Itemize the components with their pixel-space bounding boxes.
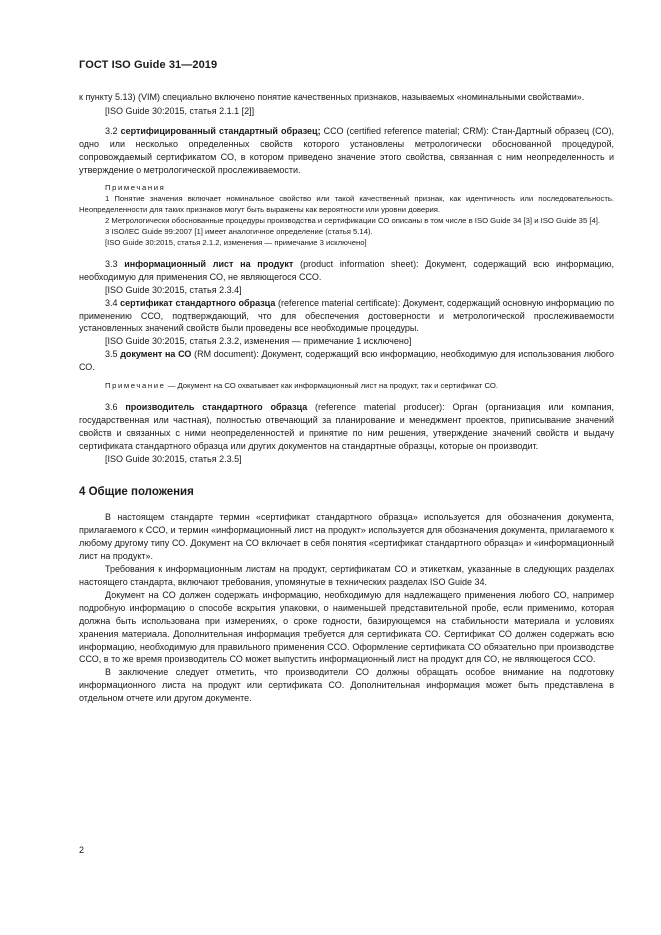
- reference: [ISO Guide 30:2015, статья 2.1.1 [2]]: [105, 105, 255, 116]
- term-3-6: 3.6 производитель стандартного образца (reference material producer): Орган (организация или компания, государственная или частная), полностью отвечающий за планирование и менеджмент проектов, приписывание значений свойств и связанных с ними неопределенностей и принятие по ним решения, утверждение значений свойств и выдачу сертификата стандартного образца или других документов на стандартные образцы, которые он производит.: [79, 401, 614, 451]
- reference: [ISO Guide 30:2015, статья 2.3.5]: [105, 453, 242, 464]
- term-3-3: 3.3 информационный лист на продукт (product information sheet): Документ, содержащий всю информацию, необходимую для применения СО, не являющегося ССО.: [79, 258, 614, 282]
- notes-heading: Примечания: [105, 183, 166, 193]
- section-4-title: 4 Общие положения: [79, 486, 194, 499]
- section-4-para-2: Требования к информационным листам на продукт, сертификатам СО и этикеткам, указанные в следующих разделах настоящего стандарта, включают требования, упомянутые в технических разделах ISO Guide 34.: [79, 564, 614, 587]
- reference: [ISO Guide 30:2015, статья 2.3.4]: [105, 284, 242, 295]
- section-4-para-3: Документ на СО должен содержать информацию, необходимую для надлежащего применения любого СО, например подробную информацию о способе вскрытия упаковки, о наименьшей представительной пробе, если применимо, которая должна быть использована при измерениях, о сроке годности, базирующемся на стабильности материала и условиях хранения материала. Дополнительная информация требуется для сертификата СО. Сертификат СО должен содержать всю информацию, необходимую для правильного применения ССО. Оформление сертификата СО обязательно при производстве ССО, в то же время производитель СО может выпустить информационный лист на продукт для СО, не являющегося ССО.: [79, 589, 614, 665]
- page-number: 2: [79, 845, 85, 855]
- continuation-text: к пункту 5.13) (VIM) специально включено понятие качественных признаков, называемых «номинальными свойствами».: [79, 92, 585, 102]
- note: Примечание — Документ на СО охватывает как информационный лист на продукт, так и сертификат СО.: [105, 381, 498, 391]
- section-4-para-1: В настоящем стандарте термин «сертификат стандартного образца» используется для обозначения документа, прилагаемого к ССО, и термин «информационный лист на продукт» используется для обозначения документа, прилагаемого к любому другому типу СО. Документ на СО включает в себя понятия «сертификат стандартного образца» и «информационный лист на продукт».: [79, 512, 614, 562]
- section-4-para-4: В заключение следует отметить, что производители СО должны обращать особое внимание на подготовку информационного листа на продукт или сертификата СО. Дополнительная информация может быть представлена в отдельном отчете или другом документе.: [79, 667, 614, 704]
- document-header: ГОСТ ISO Guide 31—2019: [79, 59, 218, 71]
- term-title: информационный лист на продукт: [124, 258, 294, 269]
- note-2: 2 Метрологически обоснованные процедуры производства и сертификации СО описаны в том числе в ISO Guide 34 [3] и ISO Guide 35 [4].: [105, 216, 601, 226]
- reference: [ISO Guide 30:2015, статья 2.1.2, изменения — примечание 3 исключено]: [105, 237, 367, 247]
- term-3-2: 3.2 сертифицированный стандартный образец; ССО (certified reference material; CRM): Стан-Дартный образец (СО), одно или несколько определенных свойств которого установлены метрологически обоснованной процедурой, сопровождаемый сертификатом СО, в котором приведено значение этого свойства, связанная с ним неопределенность и утверждение о метрологической прослеживаемости.: [79, 125, 614, 175]
- note-3: 3 ISO/IEC Guide 99:2007 [1] имеет аналогичное определение (статья 5.14).: [105, 227, 373, 237]
- term-3-5: 3.5 документ на СО (RM document): Документ, содержащий всю информацию, необходимую для использования любого СО.: [79, 349, 614, 373]
- note-1: 1 Понятие значения включает номинальное свойство или такой качественный признак, как идентичность или последовательность. Неопределенности для таких признаков могут быть выражены как вероятности или уровни доверия.: [79, 194, 614, 215]
- term-title: производитель стандартного образца: [125, 401, 308, 412]
- reference: [ISO Guide 30:2015, статья 2.3.2, изменения — примечание 1 исключено]: [105, 336, 412, 347]
- term-title: сертификат стандартного образца: [120, 297, 276, 308]
- page-content: [79, 91, 614, 705]
- term-3-4: 3.4 сертификат стандартного образца (reference material certificate): Документ, содержащий основную информацию по применению ССО, подтверждающий, что для обеспечения достоверности и метрологической прослеживаемости установленных значений свойств были проведены все необходимые процедуры.: [79, 297, 614, 334]
- term-title: сертифицированный стандартный образец;: [120, 125, 321, 136]
- term-title: документ на СО: [120, 349, 192, 360]
- note-label: Примечание: [105, 381, 166, 391]
